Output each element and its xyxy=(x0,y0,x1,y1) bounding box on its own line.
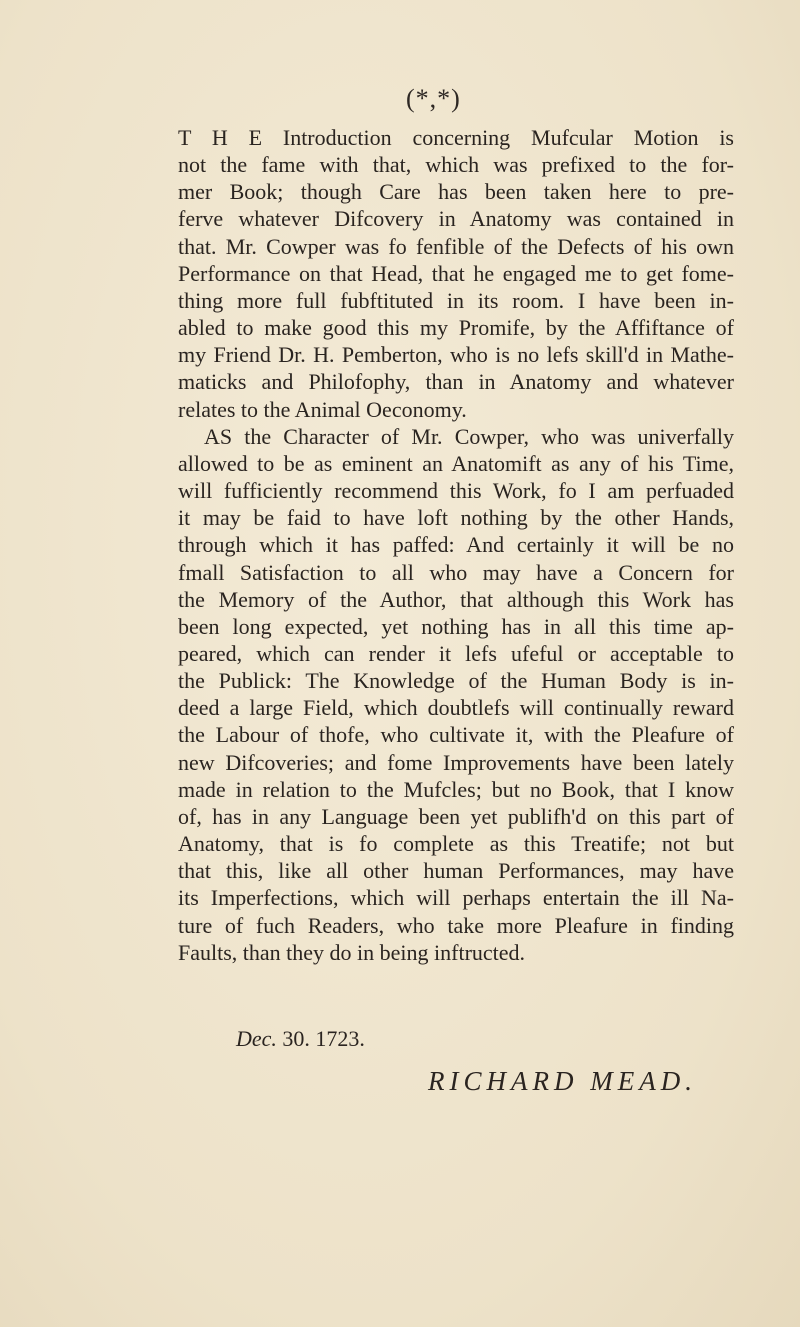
text-line: mer Book; though Care has been taken here to pre- xyxy=(178,179,734,205)
text-line: it may be faid to have loft nothing by the other Hands, xyxy=(178,505,734,531)
text-line: Anatomy, that is fo complete as this Treatife; not but xyxy=(178,831,734,857)
text-line: been long expected, yet nothing has in all this time ap- xyxy=(178,613,734,639)
paragraph-1 xyxy=(178,124,734,423)
text-line: through which it has paffed: And certainly it will be no xyxy=(178,532,734,558)
text-line: peared, which can render it lefs ufeful or acceptable to xyxy=(178,640,734,666)
text-line: relates to the Animal Oeconomy. xyxy=(178,396,467,422)
text-line: the Memory of the Author, that although this Work has xyxy=(178,586,734,612)
text-line: new Difcoveries; and fome Improvements have been lately xyxy=(178,749,734,775)
text-line: Faults, than they do in being inftructed. xyxy=(178,939,526,965)
text-line: the Labour of thofe, who cultivate it, with the Pleafure of xyxy=(178,722,734,748)
signature-mark: (*,*) xyxy=(406,84,461,113)
date-line xyxy=(236,1026,365,1052)
text-line: that this, like all other human Performances, may have xyxy=(178,858,734,884)
text-line: of, has in any Language been yet publifh'd on this part of xyxy=(178,803,734,829)
text-line: my Friend Dr. H. Pemberton, who is no lefs skill'd in Mathe- xyxy=(178,342,734,368)
text-line: ferve whatever Difcovery in Anatomy was contained in xyxy=(178,206,734,232)
text-line: not the fame with that, which was prefixed to the for- xyxy=(178,152,734,178)
text-line: thing more full fubftituted in its room. I have been in- xyxy=(178,287,734,313)
author-signature: RICHARD MEAD. xyxy=(428,1066,697,1096)
text-line: allowed to be as eminent an Anatomift as any of his Time, xyxy=(178,450,734,476)
text-line: Performance on that Head, that he engaged me to get fome- xyxy=(178,260,734,286)
text-line: ture of fuch Readers, who take more Pleafure in finding xyxy=(178,912,734,938)
text-line: deed a large Field, which doubtlefs will continually reward xyxy=(178,695,734,721)
text-line: its Imperfections, which will perhaps entertain the ill Na- xyxy=(178,885,734,911)
date-month: Dec. xyxy=(236,1026,277,1051)
text-line: will fufficiently recommend this Work, fo I am perfuaded xyxy=(178,478,734,504)
text-line: the Publick: The Knowledge of the Human Body is in- xyxy=(178,668,734,694)
text-line: AS the Character of Mr. Cowper, who was univerfally xyxy=(204,423,734,449)
text-line: T H E Introduction concerning Mufcular Motion is xyxy=(178,125,734,150)
text-line: abled to make good this my Promife, by the Affiftance of xyxy=(178,315,734,341)
date-day-year: 30. 1723. xyxy=(282,1026,365,1051)
text-line: maticks and Philofophy, than in Anatomy and whatever xyxy=(178,369,734,395)
text-line: that. Mr. Cowper was fo fenfible of the Defects of his own xyxy=(178,233,734,259)
introduction-text xyxy=(178,124,734,966)
paragraph-2 xyxy=(178,423,734,966)
text-line: made in relation to the Mufcles; but no Book, that I know xyxy=(178,776,734,802)
text-line: fmall Satisfaction to all who may have a Concern for xyxy=(178,559,734,585)
